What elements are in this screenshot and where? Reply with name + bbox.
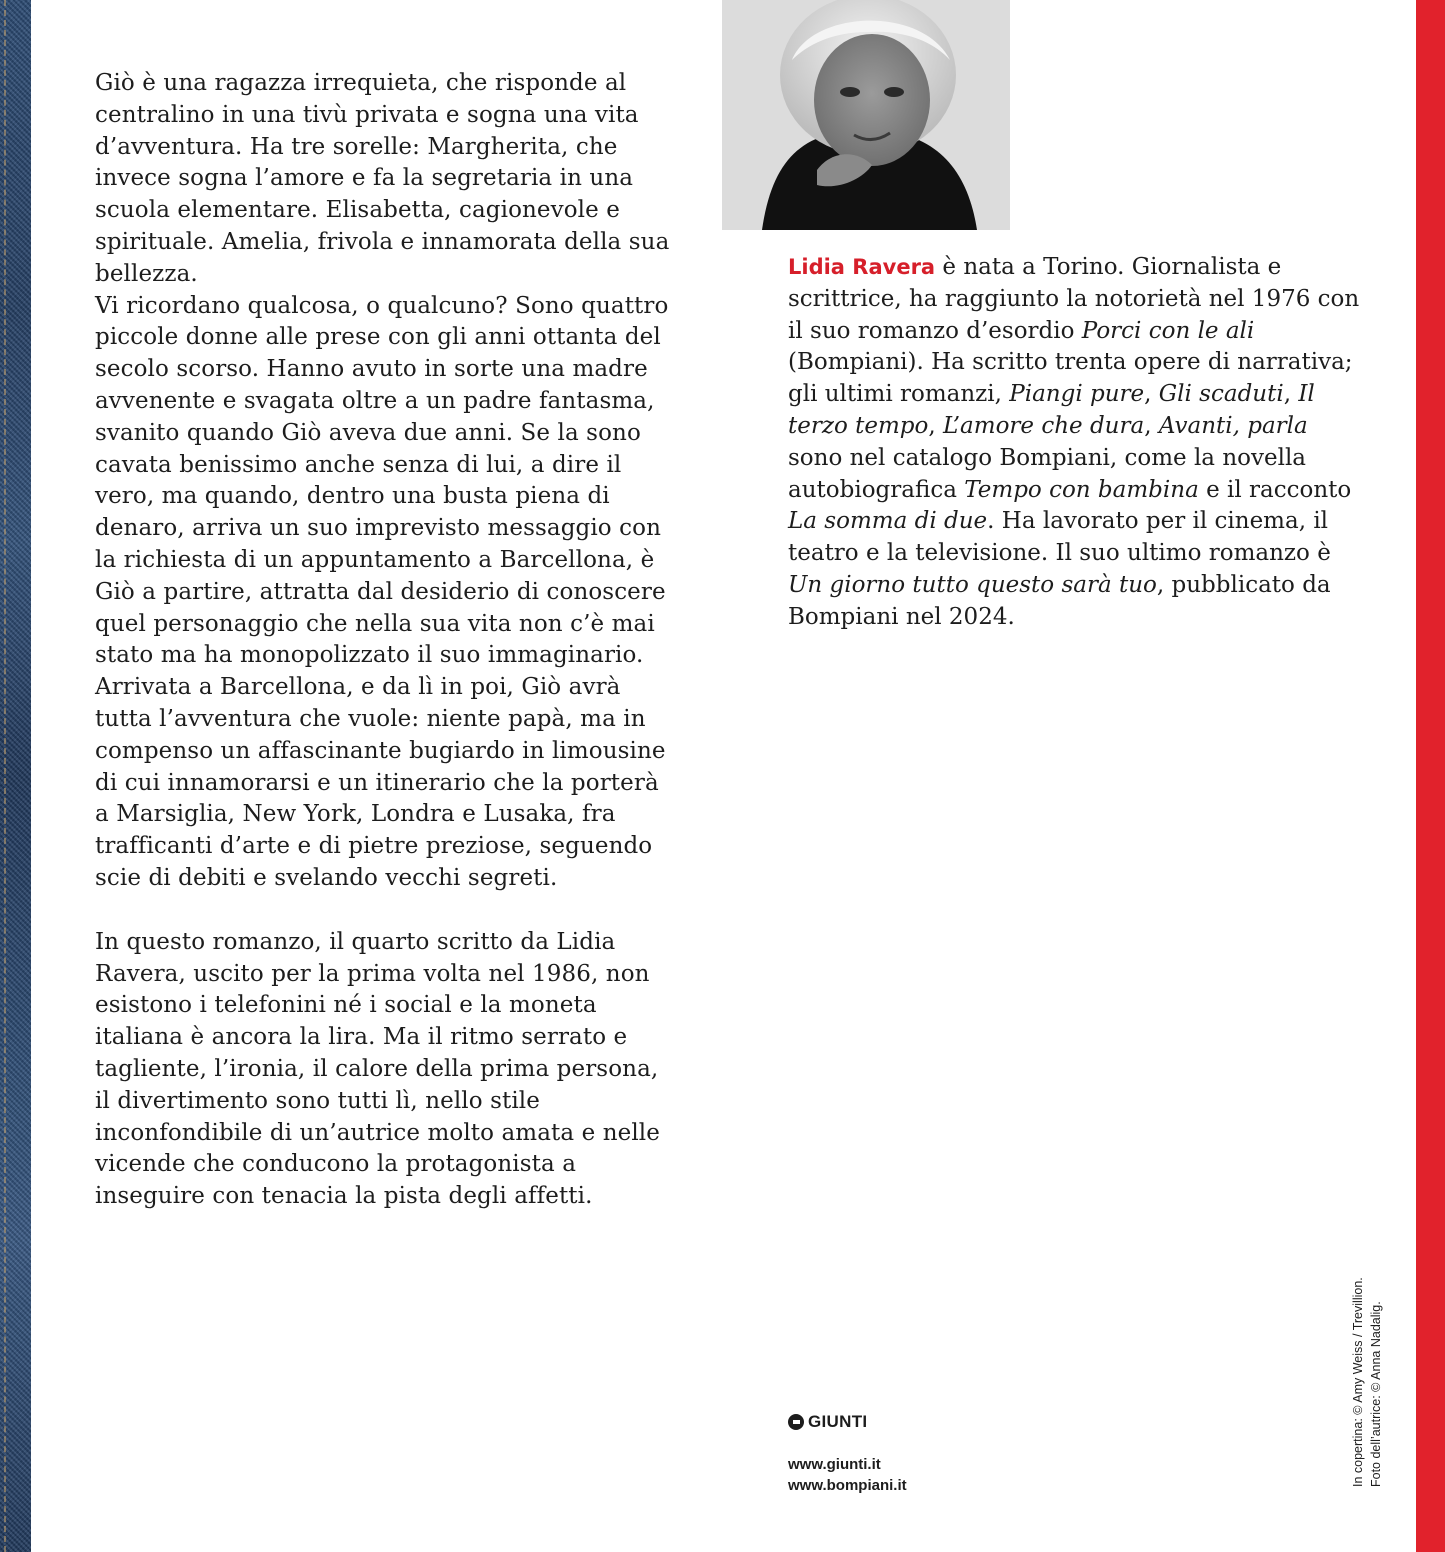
bio-text-2: (Bompiani). Ha scritto trenta opere di narrativa; gli ultimi romanzi, xyxy=(788,349,1353,408)
book-title-tempo: Tempo con bambina xyxy=(964,476,1199,503)
book-title-terzo: Il terzo tempo xyxy=(788,381,1315,439)
author-photo-credit: Foto dell’autrice: © Anna Nadalig. xyxy=(1369,1301,1383,1487)
bio-separator-3: , xyxy=(928,412,943,439)
bio-separator-1: , xyxy=(1144,381,1159,408)
author-name: Lidia Ravera xyxy=(788,255,936,279)
book-title-porci: Porci con le ali xyxy=(1081,317,1255,344)
author-photo xyxy=(722,0,1010,230)
giunti-g-icon xyxy=(788,1414,804,1430)
author-bio xyxy=(788,252,1368,634)
bompiani-url-link[interactable]: www.bompiani.it xyxy=(788,1477,907,1494)
bio-text-1: è nata a Torino. Giornalista e scrittrice, ha raggiunto la notorietà nel 1976 con il suo romanzo d’esordio xyxy=(788,254,1360,344)
book-title-piangi: Piangi pure xyxy=(1009,381,1145,408)
giunti-logo-text: GIUNTI xyxy=(808,1412,868,1431)
bio-text-3: sono nel catalogo Bompiani, come la novella autobiografica xyxy=(788,444,1307,503)
giunti-logo xyxy=(788,1412,907,1432)
book-title-giorno: Un giorno tutto questo sarà tuo xyxy=(788,571,1157,598)
author-bio-text xyxy=(788,252,1368,634)
bio-text-5: . Ha lavorato per il cinema, il teatro e la televisione. Il suo ultimo romanzo è xyxy=(788,508,1331,567)
publisher-urls xyxy=(788,1454,907,1496)
denim-seam xyxy=(4,0,6,1552)
red-spine-band xyxy=(1416,0,1445,1552)
cover-credit: In copertina: © Amy Weiss / Trevillion. xyxy=(1351,1277,1365,1487)
bio-separator-2: , xyxy=(1283,381,1299,408)
blurb-paragraph-3: In questo romanzo, il quarto scritto da Lidia Ravera, uscito per la prima volta nel 1986, non esistono i telefonini né i social e la moneta italiana è ancora la lira. Ma il ritmo serrato e tagliente, l’ironia, il calore della prima persona, il divertimento sono tutti lì, nello stile inconfondibile di un’autrice molto amata e nelle vicende che conducono la protagonista a inseguire con tenacia la pista degli affetti. xyxy=(95,928,660,1210)
giunti-url-link[interactable]: www.giunti.it xyxy=(788,1456,881,1473)
photo-credits xyxy=(1349,1257,1385,1487)
blurb-paragraph-1: Giò è una ragazza irrequieta, che risponde al centralino in una tivù privata e sogna una vita d’avventura. Ha tre sorelle: Margherita, che invece sogna l’amore e fa la segretaria in una scuola elementare. Elisabetta, cagionevole e spirituale. Amelia, frivola e innamorata della sua bellezza. xyxy=(95,70,670,287)
bio-text-4: e il racconto xyxy=(1198,476,1352,503)
book-blurb xyxy=(95,68,675,1213)
blurb-paragraph-2: Vi ricordano qualcosa, o qualcuno? Sono quattro piccole donne alle prese con gli anni ottanta del secolo scorso. Hanno avuto in sorte una madre avvenente e svagata oltre a un padre fantasma, svanito quando Giò aveva due anni. Se la sono cavata benissimo anche senza di lui, a dire il vero, ma quando, dentro una busta piena di denaro, arriva un suo imprevisto messaggio con la richiesta di un appuntamento a Barcellona, è Giò a partire, attratta dal desiderio di conoscere quel personaggio che nella sua vita non c’è mai stato ma ha monopolizzato il suo immaginario. Arrivata a Barcellona, e da lì in poi, Giò avrà tutta l’avventura che vuole: niente papà, ma in compenso un affascinante bugiardo in limousine di cui innamorarsi e un itinerario che la porterà a Marsiglia, New York, Londra e Lusaka, fra trafficanti d’arte e di pietre preziose, seguendo scie di debiti e svelando vecchi segreti. xyxy=(95,292,669,891)
book-title-amore: L’amore che dura xyxy=(942,412,1145,439)
paragraph-gap xyxy=(95,895,675,927)
bio-separator-4: , xyxy=(1144,412,1159,439)
book-title-avanti: Avanti, parla xyxy=(1158,412,1308,439)
book-title-scaduti: Gli scaduti xyxy=(1158,381,1284,408)
publisher-block xyxy=(788,1412,907,1496)
bio-text-6: , pubblicato da Bompiani nel 2024. xyxy=(788,571,1331,630)
book-title-somma: La somma di due xyxy=(788,508,988,535)
author-portrait-illustration xyxy=(722,0,1010,230)
